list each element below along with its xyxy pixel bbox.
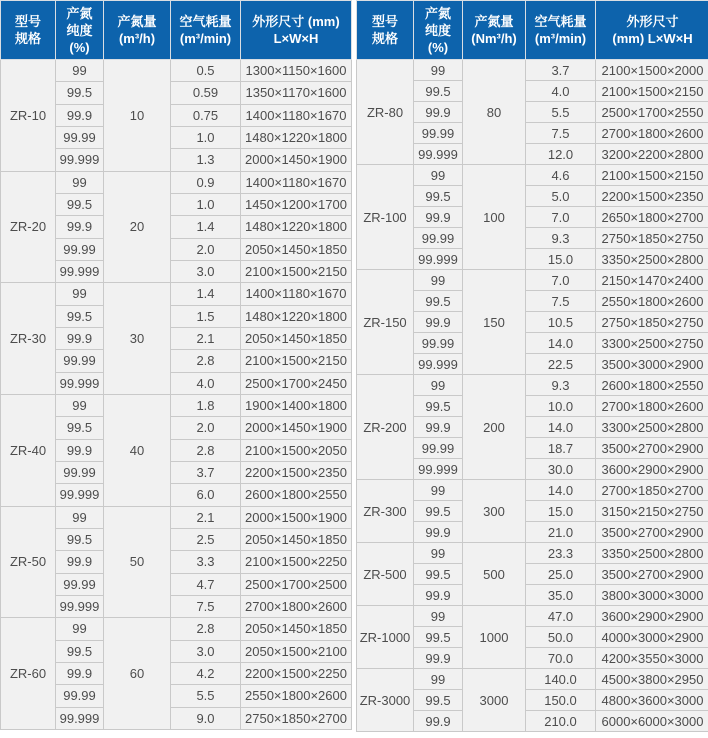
dimensions-cell: 3300×2500×2800 xyxy=(596,417,708,438)
purity-cell: 99 xyxy=(414,60,463,81)
air-consumption-cell: 15.0 xyxy=(526,249,596,270)
purity-cell: 99.5 xyxy=(414,501,463,522)
air-consumption-cell: 5.0 xyxy=(526,186,596,207)
dimensions-cell: 2500×1700×2550 xyxy=(596,102,708,123)
air-consumption-cell: 0.59 xyxy=(171,82,241,104)
model-cell: ZR-40 xyxy=(1,394,56,506)
dimensions-cell: 1450×1200×1700 xyxy=(241,193,352,215)
purity-cell: 99.5 xyxy=(56,82,104,104)
air-consumption-cell: 6.0 xyxy=(171,484,241,506)
purity-cell: 99.9 xyxy=(414,711,463,732)
purity-cell: 99 xyxy=(56,171,104,193)
dimensions-cell: 3500×2700×2900 xyxy=(596,438,708,459)
purity-cell: 99.5 xyxy=(56,305,104,327)
table-row xyxy=(1,506,352,528)
dimensions-cell: 1480×1220×1800 xyxy=(241,126,352,148)
purity-cell: 99 xyxy=(56,394,104,416)
header-output: 产氮量 (Nm³/h) xyxy=(463,1,526,60)
purity-cell: 99.5 xyxy=(414,564,463,585)
purity-cell: 99 xyxy=(414,165,463,186)
dimensions-cell: 2600×1800×2550 xyxy=(596,375,708,396)
purity-cell: 99.999 xyxy=(56,595,104,617)
purity-cell: 99.9 xyxy=(414,207,463,228)
air-consumption-cell: 4.0 xyxy=(526,81,596,102)
model-cell: ZR-20 xyxy=(1,171,56,283)
air-consumption-cell: 0.75 xyxy=(171,104,241,126)
air-consumption-cell: 0.5 xyxy=(171,60,241,82)
model-cell: ZR-3000 xyxy=(357,669,414,732)
dimensions-cell: 2050×1450×1850 xyxy=(241,327,352,349)
dimensions-cell: 3300×2500×2750 xyxy=(596,333,708,354)
header-purity: 产氮 纯度 (%) xyxy=(56,1,104,60)
dimensions-cell: 2150×1470×2400 xyxy=(596,270,708,291)
output-cell: 3000 xyxy=(463,669,526,732)
air-consumption-cell: 4.6 xyxy=(526,165,596,186)
dimensions-cell: 6000×6000×3000 xyxy=(596,711,708,732)
model-cell: ZR-50 xyxy=(1,506,56,618)
purity-cell: 99.99 xyxy=(414,228,463,249)
air-consumption-cell: 9.0 xyxy=(171,707,241,729)
dimensions-cell: 2200×1500×2350 xyxy=(241,461,352,483)
air-consumption-cell: 21.0 xyxy=(526,522,596,543)
purity-cell: 99.9 xyxy=(56,662,104,684)
table-row xyxy=(1,171,352,193)
output-cell: 60 xyxy=(104,618,171,730)
spec-table-right-mount xyxy=(356,0,708,732)
table-row xyxy=(357,606,708,627)
dimensions-cell: 4000×3000×2900 xyxy=(596,627,708,648)
dimensions-cell: 1350×1170×1600 xyxy=(241,82,352,104)
air-consumption-cell: 210.0 xyxy=(526,711,596,732)
spec-table-right xyxy=(356,0,708,732)
model-cell: ZR-300 xyxy=(357,480,414,543)
table-row xyxy=(1,618,352,640)
dimensions-cell: 2100×1500×2250 xyxy=(241,551,352,573)
purity-cell: 99.99 xyxy=(56,685,104,707)
dimensions-cell: 1480×1220×1800 xyxy=(241,216,352,238)
table-row xyxy=(357,543,708,564)
air-consumption-cell: 2.5 xyxy=(171,528,241,550)
dimensions-cell: 2050×1450×1850 xyxy=(241,238,352,260)
dimensions-cell: 1400×1180×1670 xyxy=(241,171,352,193)
dimensions-cell: 1900×1400×1800 xyxy=(241,394,352,416)
dimensions-cell: 2500×1700×2500 xyxy=(241,573,352,595)
dimensions-cell: 2050×1450×1850 xyxy=(241,618,352,640)
air-consumption-cell: 1.0 xyxy=(171,193,241,215)
dimensions-cell: 2750×1850×2700 xyxy=(241,707,352,729)
air-consumption-cell: 18.7 xyxy=(526,438,596,459)
output-cell: 200 xyxy=(463,375,526,480)
output-cell: 10 xyxy=(104,60,171,172)
header-purity: 产氮 纯度 (%) xyxy=(414,1,463,60)
air-consumption-cell: 25.0 xyxy=(526,564,596,585)
purity-cell: 99.99 xyxy=(56,126,104,148)
dimensions-cell: 2050×1450×1850 xyxy=(241,528,352,550)
air-consumption-cell: 14.0 xyxy=(526,417,596,438)
output-cell: 300 xyxy=(463,480,526,543)
purity-cell: 99 xyxy=(56,618,104,640)
spec-table-left-mount xyxy=(0,0,352,730)
air-consumption-cell: 50.0 xyxy=(526,627,596,648)
dimensions-cell: 3500×3000×2900 xyxy=(596,354,708,375)
air-consumption-cell: 2.1 xyxy=(171,327,241,349)
header-row xyxy=(357,1,708,60)
output-cell: 40 xyxy=(104,394,171,506)
purity-cell: 99.999 xyxy=(414,249,463,270)
air-consumption-cell: 1.8 xyxy=(171,394,241,416)
purity-cell: 99.99 xyxy=(56,238,104,260)
header-air-consumption: 空气耗量 (m³/min) xyxy=(526,1,596,60)
purity-cell: 99 xyxy=(414,543,463,564)
air-consumption-cell: 3.7 xyxy=(526,60,596,81)
purity-cell: 99.999 xyxy=(56,372,104,394)
dimensions-cell: 3350×2500×2800 xyxy=(596,543,708,564)
dimensions-cell: 2700×1800×2600 xyxy=(241,595,352,617)
purity-cell: 99.5 xyxy=(56,417,104,439)
dimensions-cell: 2550×1800×2600 xyxy=(241,685,352,707)
dimensions-cell: 2100×1500×2050 xyxy=(241,439,352,461)
purity-cell: 99.999 xyxy=(56,260,104,282)
purity-cell: 99.9 xyxy=(56,104,104,126)
purity-cell: 99.9 xyxy=(56,327,104,349)
model-cell: ZR-200 xyxy=(357,375,414,480)
air-consumption-cell: 7.5 xyxy=(171,595,241,617)
table-row xyxy=(357,60,708,81)
dimensions-cell: 2100×1500×2150 xyxy=(596,165,708,186)
table-row xyxy=(1,394,352,416)
air-consumption-cell: 5.5 xyxy=(171,685,241,707)
air-consumption-cell: 140.0 xyxy=(526,669,596,690)
header-air-consumption: 空气耗量 (m³/min) xyxy=(171,1,241,60)
air-consumption-cell: 15.0 xyxy=(526,501,596,522)
table-row xyxy=(1,60,352,82)
dimensions-cell: 2700×1800×2600 xyxy=(596,396,708,417)
model-cell: ZR-30 xyxy=(1,283,56,395)
purity-cell: 99.999 xyxy=(56,707,104,729)
dimensions-cell: 1400×1180×1670 xyxy=(241,104,352,126)
purity-cell: 99 xyxy=(414,270,463,291)
air-consumption-cell: 14.0 xyxy=(526,480,596,501)
model-cell: ZR-80 xyxy=(357,60,414,165)
dimensions-cell: 2000×1450×1900 xyxy=(241,417,352,439)
table-row xyxy=(357,480,708,501)
purity-cell: 99.99 xyxy=(414,333,463,354)
purity-cell: 99.5 xyxy=(56,640,104,662)
output-cell: 100 xyxy=(463,165,526,270)
purity-cell: 99.5 xyxy=(414,291,463,312)
air-consumption-cell: 2.8 xyxy=(171,439,241,461)
air-consumption-cell: 2.8 xyxy=(171,618,241,640)
purity-cell: 99 xyxy=(56,60,104,82)
purity-cell: 99.999 xyxy=(414,144,463,165)
purity-cell: 99 xyxy=(414,375,463,396)
dimensions-cell: 3600×2900×2900 xyxy=(596,606,708,627)
air-consumption-cell: 10.5 xyxy=(526,312,596,333)
header-model: 型号 规格 xyxy=(357,1,414,60)
air-consumption-cell: 4.0 xyxy=(171,372,241,394)
air-consumption-cell: 4.7 xyxy=(171,573,241,595)
dimensions-cell: 4800×3600×3000 xyxy=(596,690,708,711)
dimensions-cell: 3200×2200×2800 xyxy=(596,144,708,165)
output-cell: 20 xyxy=(104,171,171,283)
air-consumption-cell: 12.0 xyxy=(526,144,596,165)
purity-cell: 99.9 xyxy=(414,522,463,543)
header-dimensions: 外形尺寸 (mm) L×W×H xyxy=(596,1,708,60)
purity-cell: 99 xyxy=(414,480,463,501)
air-consumption-cell: 1.4 xyxy=(171,283,241,305)
dimensions-cell: 1400×1180×1670 xyxy=(241,283,352,305)
purity-cell: 99.999 xyxy=(414,354,463,375)
air-consumption-cell: 7.0 xyxy=(526,207,596,228)
purity-cell: 99.99 xyxy=(414,123,463,144)
dimensions-cell: 2100×1500×2150 xyxy=(596,81,708,102)
output-cell: 1000 xyxy=(463,606,526,669)
purity-cell: 99 xyxy=(414,606,463,627)
purity-cell: 99.9 xyxy=(56,551,104,573)
model-cell: ZR-10 xyxy=(1,60,56,172)
purity-cell: 99.5 xyxy=(414,627,463,648)
air-consumption-cell: 10.0 xyxy=(526,396,596,417)
purity-cell: 99.9 xyxy=(414,648,463,669)
air-consumption-cell: 35.0 xyxy=(526,585,596,606)
dimensions-cell: 3500×2700×2900 xyxy=(596,522,708,543)
dimensions-cell: 4500×3800×2950 xyxy=(596,669,708,690)
dimensions-cell: 2100×1500×2000 xyxy=(596,60,708,81)
air-consumption-cell: 1.0 xyxy=(171,126,241,148)
model-cell: ZR-100 xyxy=(357,165,414,270)
dimensions-cell: 3800×3000×3000 xyxy=(596,585,708,606)
model-cell: ZR-1000 xyxy=(357,606,414,669)
air-consumption-cell: 30.0 xyxy=(526,459,596,480)
dimensions-cell: 2750×1850×2750 xyxy=(596,312,708,333)
purity-cell: 99.999 xyxy=(56,484,104,506)
dimensions-cell: 3150×2150×2750 xyxy=(596,501,708,522)
purity-cell: 99 xyxy=(414,669,463,690)
purity-cell: 99.5 xyxy=(414,690,463,711)
dimensions-cell: 2100×1500×2150 xyxy=(241,260,352,282)
dimensions-cell: 2550×1800×2600 xyxy=(596,291,708,312)
air-consumption-cell: 7.5 xyxy=(526,291,596,312)
table-row xyxy=(357,270,708,291)
spec-table-left xyxy=(0,0,352,730)
dimensions-cell: 2750×1850×2750 xyxy=(596,228,708,249)
purity-cell: 99.9 xyxy=(414,312,463,333)
purity-cell: 99.9 xyxy=(414,417,463,438)
table-row xyxy=(1,283,352,305)
air-consumption-cell: 22.5 xyxy=(526,354,596,375)
air-consumption-cell: 1.5 xyxy=(171,305,241,327)
header-row xyxy=(1,1,352,60)
dimensions-cell: 4200×3550×3000 xyxy=(596,648,708,669)
model-cell: ZR-60 xyxy=(1,618,56,730)
table-row xyxy=(357,375,708,396)
dimensions-cell: 1480×1220×1800 xyxy=(241,305,352,327)
purity-cell: 99.99 xyxy=(56,350,104,372)
purity-cell: 99.9 xyxy=(414,585,463,606)
air-consumption-cell: 7.5 xyxy=(526,123,596,144)
purity-cell: 99.5 xyxy=(414,81,463,102)
header-model: 型号 规格 xyxy=(1,1,56,60)
purity-cell: 99.99 xyxy=(414,438,463,459)
purity-cell: 99.999 xyxy=(414,459,463,480)
air-consumption-cell: 7.0 xyxy=(526,270,596,291)
purity-cell: 99.5 xyxy=(414,396,463,417)
dimensions-cell: 2100×1500×2150 xyxy=(241,350,352,372)
air-consumption-cell: 2.8 xyxy=(171,350,241,372)
purity-cell: 99.9 xyxy=(56,439,104,461)
purity-cell: 99.5 xyxy=(414,186,463,207)
dimensions-cell: 2500×1700×2450 xyxy=(241,372,352,394)
dimensions-cell: 2200×1500×2250 xyxy=(241,662,352,684)
purity-cell: 99.99 xyxy=(56,573,104,595)
air-consumption-cell: 3.0 xyxy=(171,640,241,662)
output-cell: 150 xyxy=(463,270,526,375)
air-consumption-cell: 4.2 xyxy=(171,662,241,684)
air-consumption-cell: 14.0 xyxy=(526,333,596,354)
air-consumption-cell: 3.7 xyxy=(171,461,241,483)
air-consumption-cell: 5.5 xyxy=(526,102,596,123)
purity-cell: 99.999 xyxy=(56,149,104,171)
dimensions-cell: 3600×2900×2900 xyxy=(596,459,708,480)
output-cell: 80 xyxy=(463,60,526,165)
output-cell: 30 xyxy=(104,283,171,395)
air-consumption-cell: 2.1 xyxy=(171,506,241,528)
table-row xyxy=(357,669,708,690)
purity-cell: 99.5 xyxy=(56,193,104,215)
air-consumption-cell: 3.3 xyxy=(171,551,241,573)
purity-cell: 99.99 xyxy=(56,461,104,483)
header-output: 产氮量 (m³/h) xyxy=(104,1,171,60)
air-consumption-cell: 0.9 xyxy=(171,171,241,193)
purity-cell: 99 xyxy=(56,283,104,305)
dimensions-cell: 1300×1150×1600 xyxy=(241,60,352,82)
purity-cell: 99 xyxy=(56,506,104,528)
dimensions-cell: 3350×2500×2800 xyxy=(596,249,708,270)
air-consumption-cell: 47.0 xyxy=(526,606,596,627)
air-consumption-cell: 23.3 xyxy=(526,543,596,564)
table-row xyxy=(357,165,708,186)
purity-cell: 99.9 xyxy=(56,216,104,238)
dimensions-cell: 2700×1850×2700 xyxy=(596,480,708,501)
dimensions-cell: 2600×1800×2550 xyxy=(241,484,352,506)
dimensions-cell: 2200×1500×2350 xyxy=(596,186,708,207)
air-consumption-cell: 2.0 xyxy=(171,417,241,439)
air-consumption-cell: 9.3 xyxy=(526,228,596,249)
header-dimensions: 外形尺寸 (mm) L×W×H xyxy=(241,1,352,60)
purity-cell: 99.9 xyxy=(414,102,463,123)
dimensions-cell: 2700×1800×2600 xyxy=(596,123,708,144)
output-cell: 500 xyxy=(463,543,526,606)
dimensions-cell: 2000×1500×1900 xyxy=(241,506,352,528)
air-consumption-cell: 70.0 xyxy=(526,648,596,669)
dimensions-cell: 3500×2700×2900 xyxy=(596,564,708,585)
air-consumption-cell: 3.0 xyxy=(171,260,241,282)
model-cell: ZR-500 xyxy=(357,543,414,606)
model-cell: ZR-150 xyxy=(357,270,414,375)
air-consumption-cell: 1.3 xyxy=(171,149,241,171)
output-cell: 50 xyxy=(104,506,171,618)
dimensions-cell: 2050×1500×2100 xyxy=(241,640,352,662)
air-consumption-cell: 9.3 xyxy=(526,375,596,396)
air-consumption-cell: 2.0 xyxy=(171,238,241,260)
air-consumption-cell: 150.0 xyxy=(526,690,596,711)
purity-cell: 99.5 xyxy=(56,528,104,550)
dimensions-cell: 2000×1450×1900 xyxy=(241,149,352,171)
dimensions-cell: 2650×1800×2700 xyxy=(596,207,708,228)
air-consumption-cell: 1.4 xyxy=(171,216,241,238)
